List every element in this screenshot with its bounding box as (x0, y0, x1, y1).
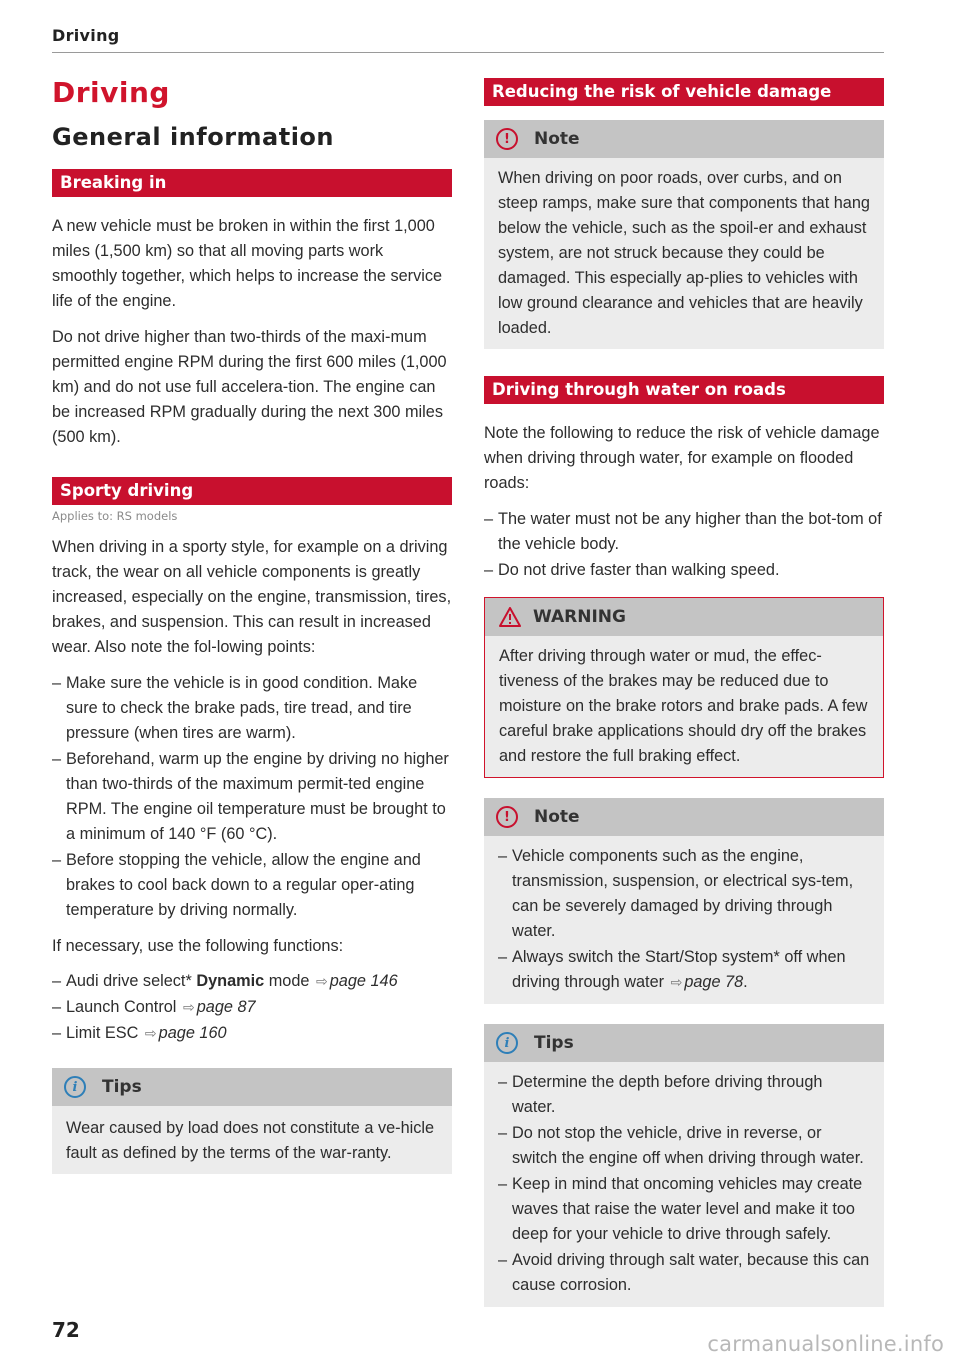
info-circle-icon: i (64, 1076, 86, 1098)
note-text: When driving on poor roads, over curbs, and on steep ramps, make sure that components that hang below the vehicle, such as the spoil-er and exhaust system, are not struck because they could be damaged. This especially ap-plies to vehicles with low ground clearance and vehicles that are heavily loaded. (498, 169, 870, 337)
note-box-damage (484, 120, 884, 349)
tips-box-left (52, 1068, 452, 1174)
note-label: Note (534, 129, 580, 149)
list-item-drive-select: – Audi drive select* Dynamic mode ⇨ page 146 (52, 972, 398, 990)
exclamation-circle-icon: ! (496, 806, 518, 828)
breaking-in-heading: Breaking in (52, 169, 452, 197)
list-item: – Always switch the Start/Stop system* off when driving through water ⇨ page 78. (498, 948, 846, 991)
warning-label: WARNING (533, 607, 626, 627)
tips-box-header (52, 1068, 452, 1106)
list-item-limit-esc: – Limit ESC ⇨ page 160 (52, 1024, 227, 1042)
sporty-checklist (52, 671, 452, 923)
exclamation-circle-icon: ! (496, 128, 518, 150)
arrow-right-icon: ⇨ (182, 999, 195, 1015)
note-label: Note (534, 807, 580, 827)
chapter-title: Driving (52, 76, 170, 109)
list-item-launch-control: – Launch Control ⇨ page 87 (52, 998, 256, 1016)
section-title: General information (52, 123, 335, 151)
tips-box-header (484, 1024, 884, 1062)
list-item: – The water must not be any higher than the bot-tom of the vehicle body. (484, 510, 882, 553)
functions-list (52, 969, 452, 1046)
info-circle-icon: i (496, 1032, 518, 1054)
note-box-header (484, 798, 884, 836)
sporty-paragraph: When driving in a sporty style, for example on a driving track, the wear on all vehicle components is greatly increased, especially on the engine, transmission, tires, brakes, and suspension. This can result in increased wear. Also note the fol-lowing points: (52, 538, 452, 656)
arrow-right-icon: ⇨ (144, 1025, 157, 1041)
tips-label: Tips (102, 1077, 142, 1097)
page-reference-link[interactable]: page 87 (196, 998, 256, 1016)
tips-list (498, 1068, 870, 1301)
tips-box-right (484, 1024, 884, 1307)
breaking-in-paragraph-2: Do not drive higher than two-thirds of the maxi-mum permitted engine RPM during the first 600 miles (1,000 km) and do not use full accelera-tion. The engine can be increased RPM gradually during the next 300 miles (500 km). (52, 328, 447, 446)
water-list (484, 507, 884, 583)
page-reference-link[interactable]: page 78 (684, 973, 744, 991)
list-item: – Do not stop the vehicle, drive in reverse, or switch the engine off when driving through water. (498, 1124, 864, 1167)
page-reference-link[interactable]: page 146 (329, 972, 398, 990)
list-item: – Avoid driving through salt water, because this can cause corrosion. (498, 1251, 870, 1294)
warning-text: After driving through water or mud, the effec-tiveness of the brakes may be reduced due to moisture on the brake rotors and brake pads. A few careful brake applications should dry off the brakes and restore the full braking effect. (499, 647, 868, 765)
note-box-header (484, 120, 884, 158)
applies-to-note: Applies to: RS models (52, 509, 178, 523)
page-reference-link[interactable]: page 160 (158, 1024, 227, 1042)
list-item: – Determine the depth before driving through water. (498, 1073, 823, 1116)
arrow-right-icon: ⇨ (670, 974, 683, 990)
list-item: – Do not drive faster than walking speed. (484, 561, 780, 579)
list-item: – Make sure the vehicle is in good condition. Make sure to check the brake pads, tire tread, and tire pressure (when tires are warm). (52, 674, 418, 742)
right-column (484, 78, 884, 1307)
water-heading: Driving through water on roads (484, 376, 884, 404)
tips-label: Tips (534, 1033, 574, 1053)
warning-box (484, 597, 884, 778)
list-item: – Beforehand, warm up the engine by driving no higher than two-thirds of the maximum permit-ted engine RPM. The engine oil temperature must be brought to a minimum of 140 °F (60 °C). (52, 750, 449, 843)
list-item: – Keep in mind that oncoming vehicles may create waves that raise the water level and make it too deep for your vehicle to drive through safely. (498, 1175, 863, 1243)
arrow-right-icon: ⇨ (316, 973, 328, 989)
functions-intro: If necessary, use the following functions: (52, 937, 344, 955)
sporty-driving-heading: Sporty driving (52, 477, 452, 505)
warning-triangle-icon (499, 607, 521, 627)
site-watermark: carmanualsonline.info (707, 1332, 944, 1356)
header-rule (52, 52, 884, 53)
page-number: 72 (52, 1318, 80, 1342)
warning-box-header (485, 598, 883, 636)
breaking-in-paragraph-1: A new vehicle must be broken in within the first 1,000 miles (1,500 km) so that all moving parts work smoothly together, which helps to increase the service life of the engine. (52, 217, 443, 310)
left-column (52, 72, 452, 1174)
running-header-title: Driving (52, 26, 120, 45)
list-item: – Vehicle components such as the engine, transmission, suspension, or electrical sys-tem, can be severely damaged by driving through water. (498, 847, 854, 940)
water-paragraph: Note the following to reduce the risk of vehicle damage when driving through water, for example on flooded roads: (484, 424, 880, 492)
tips-text: Wear caused by load does not constitute a ve-hicle fault as defined by the terms of the war-ranty. (66, 1119, 435, 1162)
list-item: – Before stopping the vehicle, allow the engine and brakes to cool back down to a regular oper-ating temperature by driving normally. (52, 851, 421, 919)
note-list (498, 842, 870, 998)
vehicle-damage-heading: Reducing the risk of vehicle damage (484, 78, 884, 106)
note-box-water (484, 798, 884, 1004)
